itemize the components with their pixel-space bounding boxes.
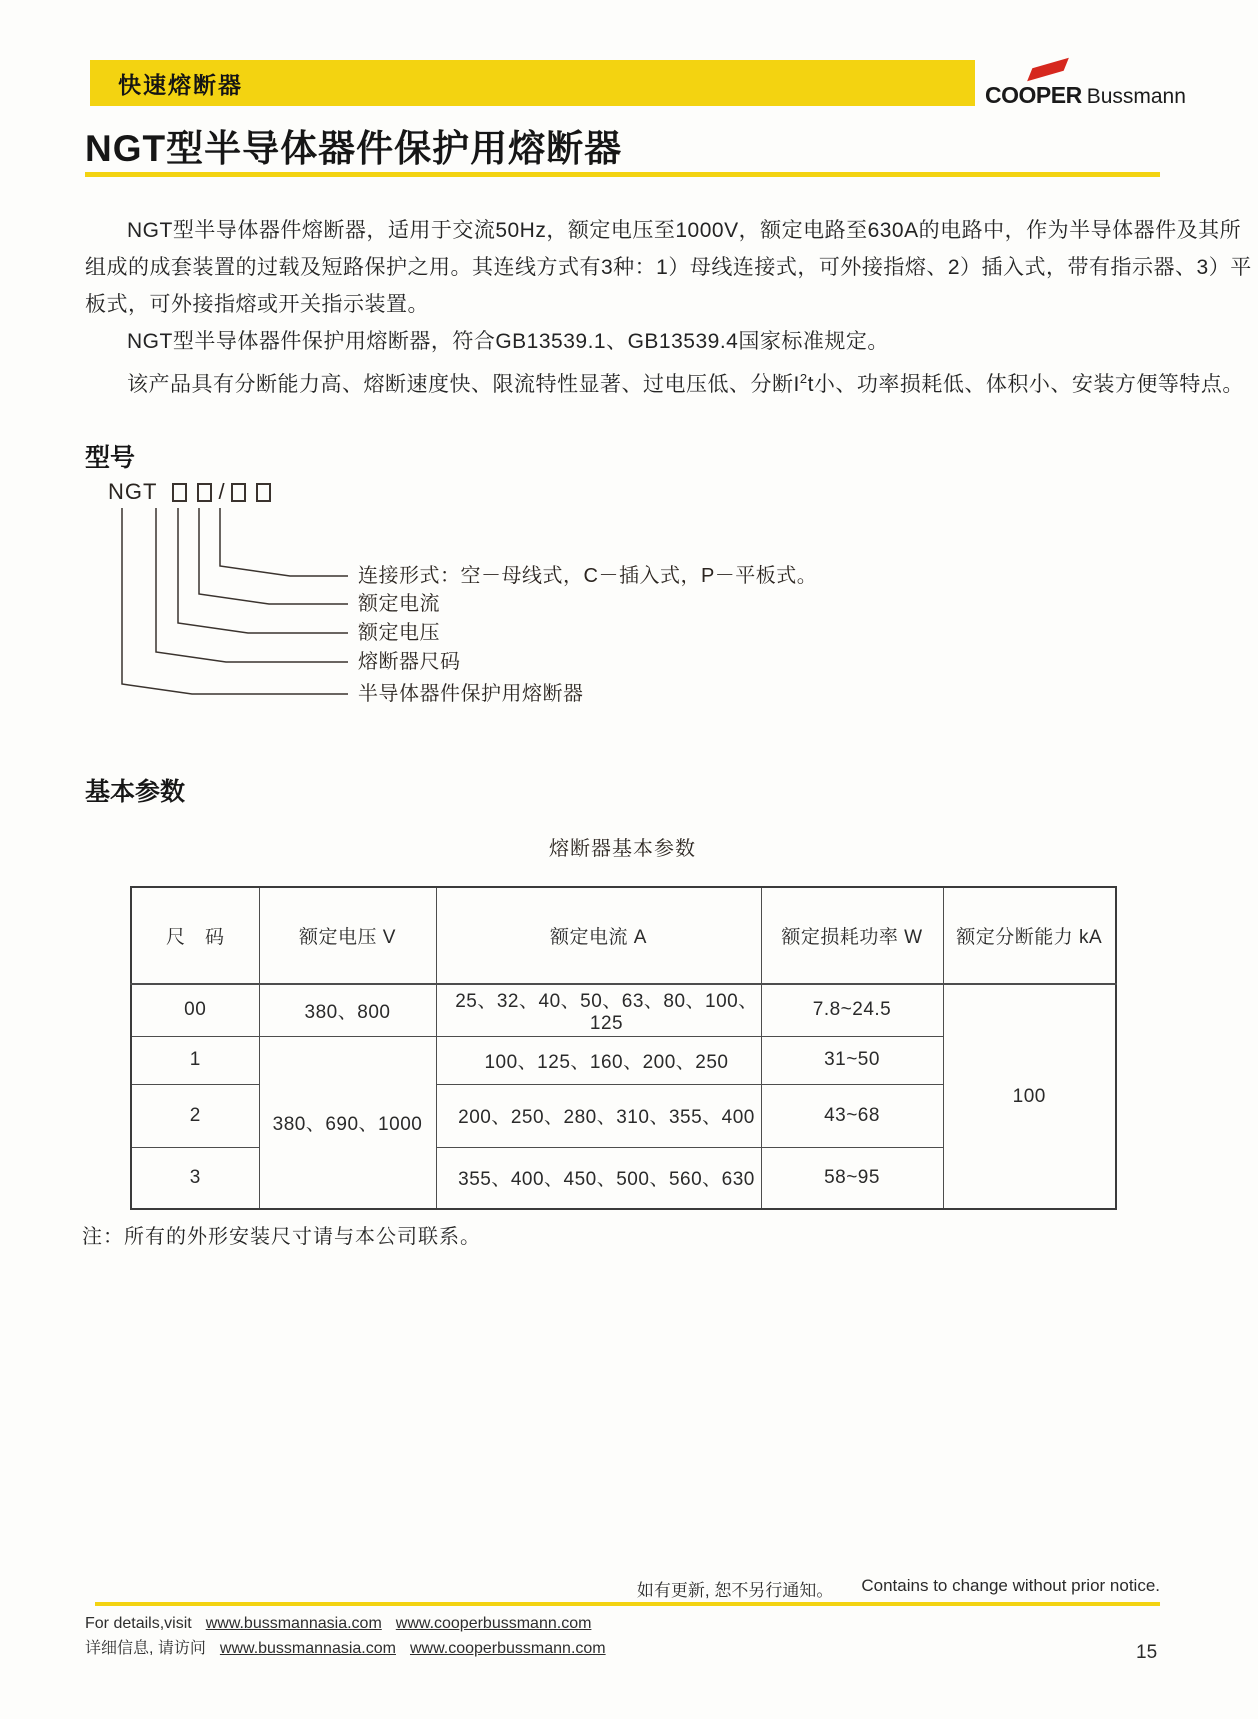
model-code-prefix: NGT — [108, 479, 158, 504]
cell-current: 100、125、160、200、250 — [436, 1036, 761, 1084]
cell-breaking-capacity: 100 — [943, 984, 1116, 1209]
page-number: 15 — [1136, 1642, 1158, 1663]
cell-size: 1 — [131, 1036, 259, 1084]
cooperbussmann-link[interactable]: www.cooperbussmann.com — [395, 1615, 592, 1632]
update-notice — [637, 1576, 1160, 1601]
features-superscript: 2 — [799, 371, 808, 386]
model-label-connection-type: 连接形式：空－母线式，C－插入式，P－平板式。 — [358, 565, 818, 587]
cell-power: 31~50 — [761, 1036, 943, 1084]
cell-size: 00 — [131, 984, 259, 1036]
cooperbussmann-link[interactable]: www.cooperbussmann.com — [409, 1640, 606, 1657]
model-label-fuse-size: 熔断器尺码 — [358, 651, 461, 673]
model-placeholder-box — [231, 483, 246, 502]
cell-size: 3 — [131, 1147, 259, 1209]
model-section-heading: 型号 — [85, 444, 136, 472]
cell-power: 43~68 — [761, 1084, 943, 1147]
footer-divider — [95, 1602, 1160, 1606]
features-text: t小、功率损耗低、体积小、安装方便等特点。 — [807, 373, 1244, 396]
params-section-heading: 基本参数 — [85, 778, 186, 806]
cell-voltage: 380、690、1000 — [259, 1036, 436, 1209]
model-placeholder-box — [256, 483, 271, 502]
cell-current: 25、32、40、50、63、80、100、125 — [436, 984, 761, 1036]
params-table-header-row — [131, 887, 1116, 984]
params-table — [130, 886, 1117, 1210]
params-table-caption: 熔断器基本参数 — [549, 838, 696, 860]
page-title: NGT型半导体器件保护用熔断器 — [85, 128, 623, 169]
model-placeholder-box — [197, 483, 212, 502]
category-banner — [90, 60, 975, 106]
bussmannasia-link[interactable]: www.bussmannasia.com — [205, 1615, 382, 1632]
brand-logo-text — [985, 82, 1186, 109]
brand-name-bussmann: Bussmann — [1086, 85, 1186, 108]
footer-links-zh-prefix: 详细信息, 请访问 — [85, 1640, 206, 1657]
brand-name-cooper: COOPER — [985, 82, 1082, 108]
cell-voltage: 380、800 — [259, 984, 436, 1036]
bussmannasia-link[interactable]: www.bussmannasia.com — [219, 1640, 396, 1657]
update-notice-zh: 如有更新, 恕不另行通知。 — [636, 1581, 834, 1600]
table-note: 注：所有的外形安装尺寸请与本公司联系。 — [82, 1226, 481, 1248]
intro-line: 板式，可外接指熔或开关指示装置。 — [85, 293, 429, 316]
model-label-rated-current: 额定电流 — [358, 593, 440, 615]
table-row — [131, 984, 1116, 1036]
cooper-flag-icon — [1027, 58, 1069, 81]
update-notice-en: Contains to change without prior notice. — [861, 1576, 1160, 1595]
cell-current: 200、250、280、310、355、400 — [436, 1084, 761, 1147]
footer-links-en-prefix: For details,visit — [85, 1615, 192, 1632]
model-label-fuse-type: 半导体器件保护用熔断器 — [358, 683, 584, 705]
model-placeholder-box — [172, 483, 187, 502]
intro-line-features — [85, 360, 1244, 403]
cell-size: 2 — [131, 1084, 259, 1147]
footer-links-en — [85, 1611, 606, 1636]
cell-power: 58~95 — [761, 1147, 943, 1209]
footer-links-zh — [85, 1636, 606, 1661]
features-text: 该产品具有分断能力高、熔断速度快、限流特性显著、过电压低、分断I — [127, 373, 800, 396]
model-code — [108, 478, 276, 506]
brand-logo — [985, 58, 1185, 108]
header-rated-voltage: 额定电压 V — [259, 887, 436, 984]
header-breaking-capacity: 额定分断能力 kA — [943, 887, 1116, 984]
intro-line: 组成的成套装置的过载及短路保护之用。其连线方式有3种：1）母线连接式，可外接指熔、2）插入式，带有指示器、3）平 — [85, 256, 1252, 279]
intro-paragraphs — [85, 212, 1252, 403]
cell-power: 7.8~24.5 — [761, 984, 943, 1036]
header-power-loss: 额定损耗功率 W — [761, 887, 943, 984]
intro-line: NGT型半导体器件熔断器，适用于交流50Hz，额定电压至1000V，额定电路至630A的电路中，作为半导体器件及其所 — [127, 219, 1242, 242]
title-underline — [85, 172, 1160, 177]
header-rated-current: 额定电流 A — [436, 887, 761, 984]
cell-current: 355、400、450、500、560、630 — [436, 1147, 761, 1209]
footer-links — [85, 1611, 606, 1661]
model-code-separator: / — [218, 479, 225, 504]
model-label-rated-voltage: 额定电压 — [358, 622, 440, 644]
intro-line: NGT型半导体器件保护用熔断器，符合GB13539.1、GB13539.4国家标准规定。 — [127, 330, 889, 353]
category-banner-label: 快速熔断器 — [118, 71, 243, 98]
header-size: 尺 码 — [131, 887, 259, 984]
